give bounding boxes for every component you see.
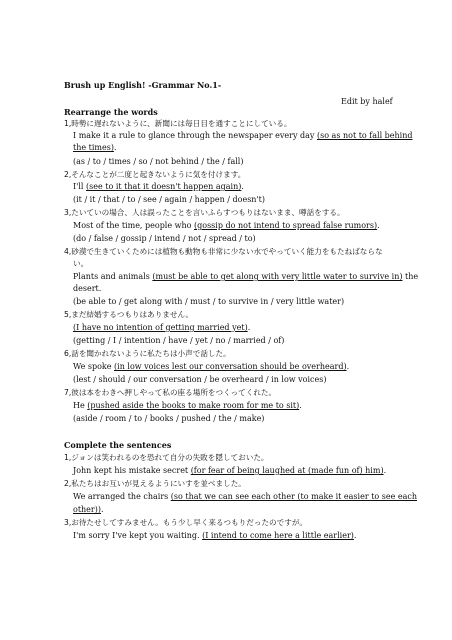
item-5-period: .: [247, 323, 251, 332]
item-3-word-bank: (do / false / gossip / intend / not / spread / to): [73, 234, 256, 243]
item-6-word-bank: (lest / should / our conversation / be overheard / in low voices): [73, 375, 327, 384]
item-6-english: [73, 362, 349, 372]
item-2-word-bank: (it / it / that / to / see / again / happen / doesn't): [73, 195, 265, 204]
item-1-english: [73, 131, 413, 141]
item-7-english: [73, 401, 302, 411]
item-4-japanese-cont: い。: [73, 259, 89, 268]
complete-3-period: .: [353, 531, 357, 540]
item-2-english: [73, 182, 244, 192]
item-3-japanese: 3,たいていの場合、人は誤ったことを言いふらすつもりはないまま、噂話をする。: [64, 208, 345, 217]
item-6-prompt: We spoke: [73, 362, 115, 371]
item-3-english: [73, 221, 380, 231]
item-1-period: .: [113, 143, 117, 152]
item-1-prompt: I make it a rule to glance through the newspaper every day: [73, 131, 317, 140]
item-5-english: [73, 323, 250, 333]
item-6-period: .: [346, 362, 350, 371]
complete-1-answer: (for fear of being laughed at (made fun of) him): [190, 466, 384, 475]
item-4-japanese: 4,砂漠で生きていくためには植物も動物も非常に少ない水でやっていく能力をもたねばならな: [64, 247, 383, 256]
complete-3-japanese: 3,お待たせしてすみません。もう少し早く来るつもりだったのですが。: [64, 518, 308, 527]
item-7-period: .: [299, 401, 302, 410]
complete-2-prompt: We arranged the chairs: [73, 492, 171, 501]
item-6-japanese: 6,話を聞かれないように私たちは小声で話した。: [64, 349, 231, 358]
item-1-japanese: 1,時勢に遅れないように、新聞には毎日目を通すことにしている。: [64, 119, 292, 128]
item-7-word-bank: (aside / room / to / books / pushed / the / make): [73, 414, 265, 423]
item-1-answer: (so as not to fall behind: [316, 131, 413, 140]
editor-credit: Edit by halef: [341, 97, 393, 106]
complete-2-english-cont: [73, 505, 104, 515]
item-2-prompt: I'll: [73, 182, 87, 191]
item-4-english: [73, 272, 418, 282]
complete-1-japanese: 1,ジョンは笑われるのを恐れて自分の失敗を隠しておいた。: [64, 453, 269, 462]
complete-2-japanese: 2,私たちはお互いが見えるようにいすを並べました。: [64, 479, 246, 488]
item-4-answer: (must be able to get along with very little water to survive in): [152, 272, 403, 281]
complete-2-period: .: [100, 505, 104, 514]
complete-2-english: [73, 492, 417, 502]
complete-3-prompt: I'm sorry I've kept you waiting.: [73, 531, 203, 540]
complete-1-period: .: [383, 466, 387, 475]
complete-heading: Complete the sentences: [64, 440, 172, 450]
item-2-answer: (see to it that it doesn't happen again): [86, 182, 242, 191]
item-3-prompt: Most of the time, people who: [73, 221, 195, 230]
item-5-answer: (I have no intention of getting married yet): [73, 323, 248, 332]
complete-1-prompt: John kept his mistake secret: [73, 466, 191, 475]
item-4-word-bank: (be able to / get along with / must / to survive in / very little water): [73, 297, 345, 306]
rearrange-heading: Rearrange the words: [64, 107, 158, 117]
complete-2-answer-cont: other)): [73, 505, 101, 514]
complete-2-answer: (so that we can see each other (to make it easier to see each: [170, 492, 418, 501]
item-2-japanese: 2,そんなことが二度と起きないように気を付けます。: [64, 170, 246, 179]
document-title: Brush up English! -Grammar No.1-: [64, 80, 222, 90]
item-2-period: .: [241, 182, 244, 191]
item-7-japanese: 7,彼は本をわきへ押しやって私の座る場所をつくってくれた。: [64, 388, 277, 397]
item-1-english-cont: [73, 143, 117, 153]
item-3-answer: (gossip do not intend to spread false rumors): [194, 221, 378, 230]
item-7-answer: (pushed aside the books to make room for me to sit): [87, 401, 300, 410]
complete-3-answer: (I intend to come here a little earlier): [202, 531, 354, 540]
item-3-period: .: [377, 221, 380, 230]
complete-1-english: [73, 466, 386, 476]
item-1-word-bank: (as / to / times / so / not behind / the / fall): [73, 157, 244, 166]
item-4-english-cont: desert.: [73, 284, 102, 293]
complete-3-english: [73, 531, 356, 541]
item-4-prompt: Plants and animals: [73, 272, 153, 281]
item-5-word-bank: (getting / I / intention / have / yet / no / married / of): [73, 336, 285, 345]
item-7-prompt: He: [73, 401, 88, 410]
item-6-answer: (in low voices lest our conversation should be overheard): [114, 362, 347, 371]
item-1-answer-cont: the times): [73, 143, 114, 152]
item-5-japanese: 5,まだ結婚するつもりはありません。: [64, 310, 194, 319]
item-4-tail: the: [402, 272, 419, 281]
